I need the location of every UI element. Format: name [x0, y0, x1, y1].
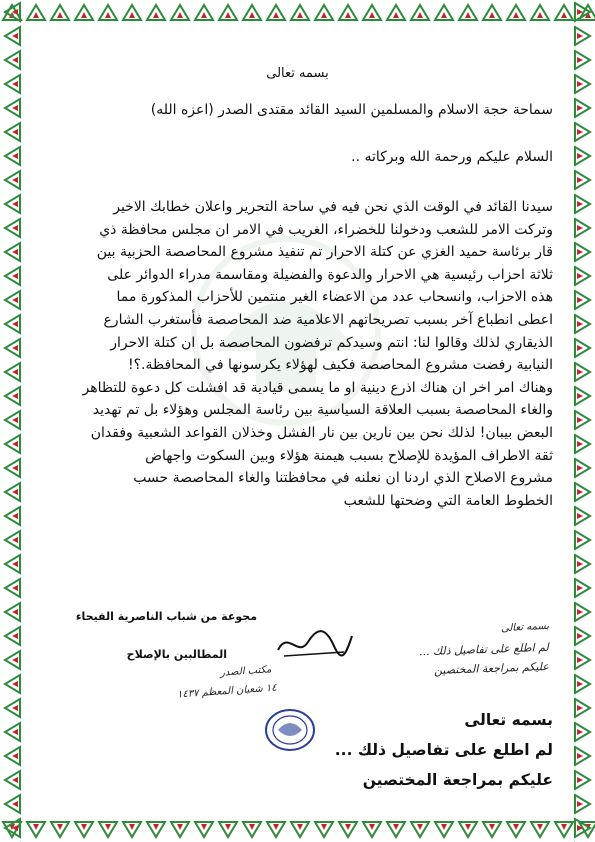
- greeting-line: السلام عليكم ورحمة الله وبركاته ..: [351, 149, 553, 165]
- triangle-ornament-icon: [120, 818, 144, 842]
- top-border-ornament: [0, 0, 595, 24]
- body-line: ثقة الاطراف المؤيدة للإصلاح بسبب هيمنة هؤلاء وبين السكوت واجهاض: [145, 447, 553, 464]
- handwritten-note-line: عليكم بمراجعة المختصين: [433, 659, 550, 678]
- triangle-ornament-icon: [0, 768, 24, 792]
- body-line: ثلاثة احزاب رئيسية هي الاحرار والدعوة والفضيلة ومقاسمة مدراء الدوائر على: [107, 266, 553, 283]
- triangle-ornament-icon: [312, 0, 336, 24]
- triangle-ornament-icon: [264, 0, 288, 24]
- triangle-ornament-icon: [432, 0, 456, 24]
- triangle-ornament-icon: [571, 768, 595, 792]
- triangle-ornament-icon: [0, 192, 24, 216]
- triangle-ornament-icon: [360, 0, 384, 24]
- triangle-ornament-icon: [0, 240, 24, 264]
- signature-group-name: مجوعة من شباب الناصرية الفيحاء: [75, 610, 257, 623]
- handwritten-office: مكتب الصدر: [219, 664, 272, 679]
- body-line: الخطوط العامة التي وضحتها للشعب: [343, 492, 553, 509]
- triangle-ornament-icon: [408, 0, 432, 24]
- triangle-ornament-icon: [0, 360, 24, 384]
- triangle-ornament-icon: [168, 818, 192, 842]
- triangle-ornament-icon: [336, 818, 360, 842]
- triangle-ornament-icon: [571, 624, 595, 648]
- triangle-ornament-icon: [312, 818, 336, 842]
- triangle-ornament-icon: [571, 672, 595, 696]
- handwritten-signature-icon: [274, 624, 354, 662]
- triangle-ornament-icon: [360, 818, 384, 842]
- triangle-ornament-icon: [0, 648, 24, 672]
- triangle-ornament-icon: [120, 0, 144, 24]
- triangle-ornament-icon: [0, 48, 24, 72]
- basmala-heading: بسمه تعالى: [266, 66, 329, 81]
- body-line: البعض بيبان! لذلك نحن بين نارين بين نار الفشل وخذلان القواعد الشعبية وفقدان: [90, 424, 553, 441]
- triangle-ornament-icon: [432, 818, 456, 842]
- body-line: سيدنا القائد في الوقت الذي نحن فيه في ساحة التحرير واعلان خطابك الاخير: [113, 199, 553, 215]
- triangle-ornament-icon: [0, 312, 24, 336]
- triangle-ornament-icon: [571, 384, 595, 408]
- triangle-ornament-icon: [571, 552, 595, 576]
- triangle-ornament-icon: [384, 0, 408, 24]
- triangle-ornament-icon: [192, 818, 216, 842]
- triangle-ornament-icon: [571, 72, 595, 96]
- triangle-ornament-icon: [0, 672, 24, 696]
- typed-reply-line: عليكم بمراجعة المختصين: [362, 771, 553, 789]
- triangle-ornament-icon: [571, 312, 595, 336]
- triangle-ornament-icon: [168, 0, 192, 24]
- triangle-ornament-icon: [571, 504, 595, 528]
- triangle-ornament-icon: [571, 792, 595, 816]
- handwritten-date: ١٤ شعبان المعظم ١٤٣٧: [177, 682, 278, 701]
- triangle-ornament-icon: [0, 384, 24, 408]
- triangle-ornament-icon: [0, 408, 24, 432]
- triangle-ornament-icon: [504, 818, 528, 842]
- triangle-ornament-icon: [571, 432, 595, 456]
- triangle-ornament-icon: [144, 818, 168, 842]
- triangle-ornament-icon: [571, 528, 595, 552]
- triangle-ornament-icon: [0, 120, 24, 144]
- triangle-ornament-icon: [96, 0, 120, 24]
- signature-demand-text: المطالبين بالإصلاح: [126, 648, 227, 661]
- triangle-ornament-icon: [504, 0, 528, 24]
- triangle-ornament-icon: [336, 0, 360, 24]
- triangle-ornament-icon: [571, 24, 595, 48]
- triangle-ornament-icon: [0, 576, 24, 600]
- triangle-ornament-icon: [0, 792, 24, 816]
- triangle-ornament-icon: [0, 552, 24, 576]
- triangle-ornament-icon: [571, 240, 595, 264]
- triangle-ornament-icon: [571, 288, 595, 312]
- triangle-ornament-icon: [0, 504, 24, 528]
- triangle-ornament-icon: [0, 816, 24, 840]
- right-border-ornament: [571, 0, 595, 842]
- triangle-ornament-icon: [571, 336, 595, 360]
- triangle-ornament-icon: [528, 818, 552, 842]
- triangle-ornament-icon: [456, 0, 480, 24]
- triangle-ornament-icon: [0, 336, 24, 360]
- triangle-ornament-icon: [571, 120, 595, 144]
- triangle-ornament-icon: [480, 0, 504, 24]
- triangle-ornament-icon: [571, 480, 595, 504]
- triangle-ornament-icon: [528, 0, 552, 24]
- triangle-ornament-icon: [48, 818, 72, 842]
- triangle-ornament-icon: [571, 48, 595, 72]
- triangle-ornament-icon: [240, 818, 264, 842]
- letter-body: [38, 196, 553, 512]
- body-line: وهناك امر اخر ان هناك اذرع دينية او ما يسمى قيادية قد افشلت كل دعوة للتظاهر: [82, 379, 553, 396]
- triangle-ornament-icon: [144, 0, 168, 24]
- triangle-ornament-icon: [571, 408, 595, 432]
- triangle-ornament-icon: [0, 744, 24, 768]
- triangle-ornament-icon: [72, 818, 96, 842]
- typed-reply-basmala: بسمه تعالى: [464, 711, 553, 729]
- triangle-ornament-icon: [0, 264, 24, 288]
- triangle-ornament-icon: [571, 192, 595, 216]
- body-line: مشروع الاصلاح الذي اردنا ان نعلنه في محافظتنا والغاء المحاصصة حسب: [133, 470, 553, 487]
- triangle-ornament-icon: [0, 600, 24, 624]
- triangle-ornament-icon: [0, 72, 24, 96]
- triangle-ornament-icon: [571, 144, 595, 168]
- triangle-ornament-icon: [571, 216, 595, 240]
- triangle-ornament-icon: [264, 818, 288, 842]
- triangle-ornament-icon: [0, 0, 24, 24]
- triangle-ornament-icon: [0, 288, 24, 312]
- body-line: وتركت الامر للشعب ودخولنا للخضراء، الغريب في الامر ان مجلس محافظة ذي: [99, 221, 553, 238]
- triangle-ornament-icon: [0, 696, 24, 720]
- office-seal-icon: [264, 708, 316, 752]
- triangle-ornament-icon: [571, 600, 595, 624]
- triangle-ornament-icon: [571, 576, 595, 600]
- triangle-ornament-icon: [216, 818, 240, 842]
- triangle-ornament-icon: [480, 818, 504, 842]
- triangle-ornament-icon: [96, 818, 120, 842]
- body-line: اعطى انطباع آخر بسبب تصريحاتهم الاعلامية ضد المحاصصة فأستغرب الشارع: [103, 311, 553, 328]
- triangle-ornament-icon: [571, 168, 595, 192]
- letter-page: [26, 26, 569, 816]
- triangle-ornament-icon: [24, 0, 48, 24]
- body-line: والغاء المحاصصة بسبب العلاقة السياسية بين رئاسة المجلس وهؤلاء بل تم تهديد: [92, 402, 553, 419]
- triangle-ornament-icon: [571, 696, 595, 720]
- triangle-ornament-icon: [0, 456, 24, 480]
- triangle-ornament-icon: [192, 0, 216, 24]
- triangle-ornament-icon: [0, 528, 24, 552]
- triangle-ornament-icon: [288, 818, 312, 842]
- triangle-ornament-icon: [0, 168, 24, 192]
- triangle-ornament-icon: [571, 0, 595, 24]
- body-line: هذه الاحزاب، وانسحاب عدد من الاعضاء الغير منتمين للأحزاب المذكورة مما: [116, 289, 553, 306]
- triangle-ornament-icon: [72, 0, 96, 24]
- bottom-border-ornament: [0, 818, 595, 842]
- typed-reply-line: لم اطلع على تفاصيل ذلك ...: [334, 741, 553, 759]
- handwritten-basmala: بسمه تعالى: [500, 620, 550, 635]
- triangle-ornament-icon: [0, 432, 24, 456]
- triangle-ornament-icon: [240, 0, 264, 24]
- triangle-ornament-icon: [571, 816, 595, 840]
- left-border-ornament: [0, 0, 24, 842]
- body-line: النيابية رفضت مشروع المحاصصة فكيف لهؤلاء يكرسونها في المحافظة.؟!: [127, 357, 553, 374]
- triangle-ornament-icon: [24, 818, 48, 842]
- handwritten-note-line: لم اطلع على تفاصيل ذلك ...: [418, 640, 550, 659]
- triangle-ornament-icon: [216, 0, 240, 24]
- triangle-ornament-icon: [0, 624, 24, 648]
- triangle-ornament-icon: [456, 818, 480, 842]
- triangle-ornament-icon: [288, 0, 312, 24]
- body-line: الذيقاري لذلك وقالوا لنا: انتم وسيدكم ترفضون المحاصصة بل ان كتلة الاحرار: [110, 334, 553, 351]
- triangle-ornament-icon: [0, 720, 24, 744]
- body-line: قار برئاسة حميد الغزي عن كتلة الاحرار تم تنفيذ مشروع المحاصصة الحزبية بين: [96, 244, 553, 261]
- triangle-ornament-icon: [571, 648, 595, 672]
- triangle-ornament-icon: [571, 456, 595, 480]
- triangle-ornament-icon: [0, 144, 24, 168]
- addressee-line: سماحة حجة الاسلام والمسلمين السيد القائد مقتدى الصدر (اعزه الله): [150, 102, 553, 118]
- triangle-ornament-icon: [571, 744, 595, 768]
- triangle-ornament-icon: [571, 264, 595, 288]
- triangle-ornament-icon: [571, 96, 595, 120]
- triangle-ornament-icon: [384, 818, 408, 842]
- triangle-ornament-icon: [0, 24, 24, 48]
- triangle-ornament-icon: [0, 96, 24, 120]
- triangle-ornament-icon: [0, 216, 24, 240]
- triangle-ornament-icon: [48, 0, 72, 24]
- triangle-ornament-icon: [408, 818, 432, 842]
- triangle-ornament-icon: [571, 360, 595, 384]
- triangle-ornament-icon: [0, 480, 24, 504]
- triangle-ornament-icon: [571, 720, 595, 744]
